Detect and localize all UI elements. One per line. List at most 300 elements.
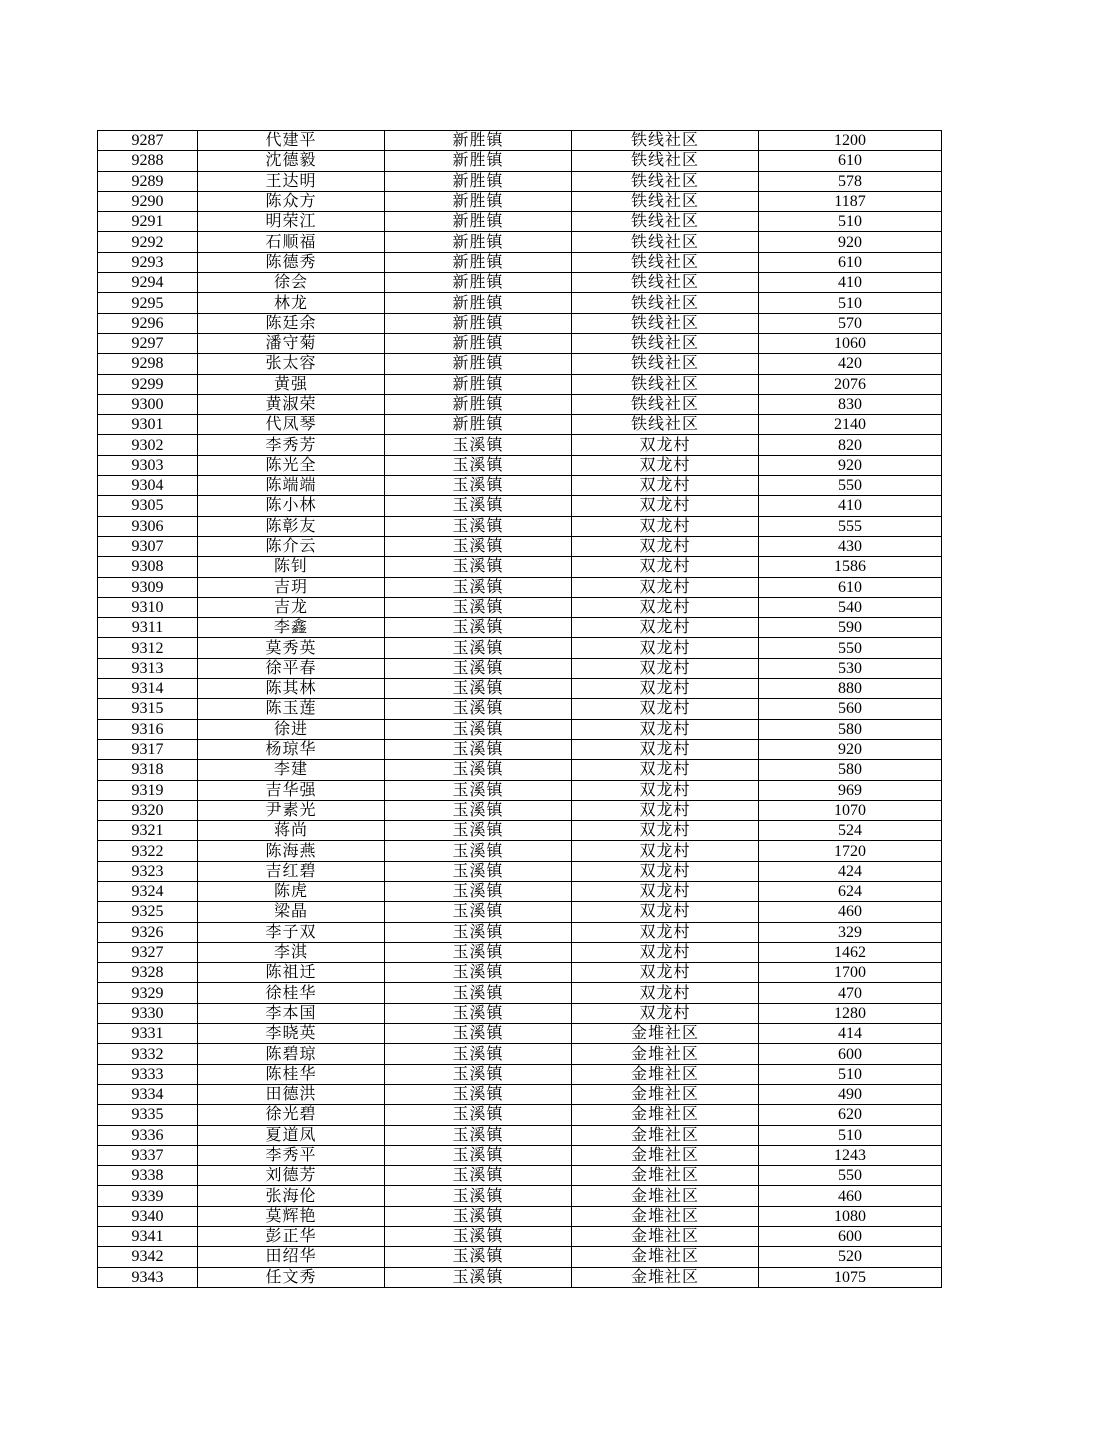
name-cell: 陈碧琼 bbox=[198, 1044, 385, 1064]
village-cell: 双龙村 bbox=[572, 476, 759, 496]
name-cell: 尹素光 bbox=[198, 800, 385, 820]
row-number-cell: 9335 bbox=[98, 1105, 198, 1125]
row-number-cell: 9296 bbox=[98, 313, 198, 333]
town-cell: 新胜镇 bbox=[385, 374, 572, 394]
village-cell: 铁线社区 bbox=[572, 374, 759, 394]
table-row bbox=[98, 699, 942, 719]
town-cell: 玉溪镇 bbox=[385, 597, 572, 617]
name-cell: 徐桂华 bbox=[198, 983, 385, 1003]
row-number-cell: 9309 bbox=[98, 577, 198, 597]
table-row bbox=[98, 1125, 942, 1145]
table-row bbox=[98, 516, 942, 536]
amount-cell: 490 bbox=[759, 1084, 942, 1104]
table-row bbox=[98, 476, 942, 496]
table-row bbox=[98, 1044, 942, 1064]
table-row bbox=[98, 252, 942, 272]
village-cell: 铁线社区 bbox=[572, 293, 759, 313]
row-number-cell: 9338 bbox=[98, 1166, 198, 1186]
table-row bbox=[98, 415, 942, 435]
amount-cell: 520 bbox=[759, 1247, 942, 1267]
name-cell: 明荣江 bbox=[198, 212, 385, 232]
row-number-cell: 9299 bbox=[98, 374, 198, 394]
village-cell: 双龙村 bbox=[572, 618, 759, 638]
amount-cell: 578 bbox=[759, 171, 942, 191]
town-cell: 玉溪镇 bbox=[385, 1024, 572, 1044]
table-row bbox=[98, 313, 942, 333]
town-cell: 玉溪镇 bbox=[385, 1125, 572, 1145]
village-cell: 铁线社区 bbox=[572, 394, 759, 414]
amount-cell: 570 bbox=[759, 313, 942, 333]
amount-cell: 510 bbox=[759, 212, 942, 232]
town-cell: 玉溪镇 bbox=[385, 679, 572, 699]
town-cell: 玉溪镇 bbox=[385, 638, 572, 658]
town-cell: 玉溪镇 bbox=[385, 1206, 572, 1226]
town-cell: 玉溪镇 bbox=[385, 1247, 572, 1267]
row-number-cell: 9331 bbox=[98, 1024, 198, 1044]
town-cell: 玉溪镇 bbox=[385, 760, 572, 780]
village-cell: 双龙村 bbox=[572, 577, 759, 597]
amount-cell: 920 bbox=[759, 455, 942, 475]
table-row bbox=[98, 273, 942, 293]
name-cell: 田德洪 bbox=[198, 1084, 385, 1104]
name-cell: 陈祖迁 bbox=[198, 963, 385, 983]
amount-cell: 590 bbox=[759, 618, 942, 638]
town-cell: 新胜镇 bbox=[385, 293, 572, 313]
row-number-cell: 9305 bbox=[98, 496, 198, 516]
name-cell: 陈虎 bbox=[198, 881, 385, 901]
row-number-cell: 9310 bbox=[98, 597, 198, 617]
village-cell: 双龙村 bbox=[572, 536, 759, 556]
town-cell: 玉溪镇 bbox=[385, 800, 572, 820]
table-row bbox=[98, 902, 942, 922]
village-cell: 双龙村 bbox=[572, 496, 759, 516]
village-cell: 双龙村 bbox=[572, 1003, 759, 1023]
name-cell: 石顺福 bbox=[198, 232, 385, 252]
row-number-cell: 9316 bbox=[98, 719, 198, 739]
village-cell: 金堆社区 bbox=[572, 1227, 759, 1247]
amount-cell: 470 bbox=[759, 983, 942, 1003]
table-row bbox=[98, 679, 942, 699]
row-number-cell: 9289 bbox=[98, 171, 198, 191]
amount-cell: 540 bbox=[759, 597, 942, 617]
amount-cell: 1075 bbox=[759, 1267, 942, 1287]
row-number-cell: 9328 bbox=[98, 963, 198, 983]
town-cell: 玉溪镇 bbox=[385, 1166, 572, 1186]
table-row bbox=[98, 1166, 942, 1186]
amount-cell: 329 bbox=[759, 922, 942, 942]
name-cell: 陈彰友 bbox=[198, 516, 385, 536]
table-row bbox=[98, 577, 942, 597]
amount-cell: 1462 bbox=[759, 942, 942, 962]
amount-cell: 610 bbox=[759, 252, 942, 272]
table-row bbox=[98, 1105, 942, 1125]
village-cell: 金堆社区 bbox=[572, 1125, 759, 1145]
town-cell: 玉溪镇 bbox=[385, 536, 572, 556]
row-number-cell: 9313 bbox=[98, 658, 198, 678]
village-cell: 铁线社区 bbox=[572, 171, 759, 191]
table-row bbox=[98, 658, 942, 678]
town-cell: 新胜镇 bbox=[385, 313, 572, 333]
row-number-cell: 9301 bbox=[98, 415, 198, 435]
town-cell: 玉溪镇 bbox=[385, 1003, 572, 1023]
amount-cell: 1187 bbox=[759, 191, 942, 211]
amount-cell: 555 bbox=[759, 516, 942, 536]
row-number-cell: 9300 bbox=[98, 394, 198, 414]
name-cell: 潘守菊 bbox=[198, 333, 385, 353]
village-cell: 双龙村 bbox=[572, 902, 759, 922]
name-cell: 李晓英 bbox=[198, 1024, 385, 1044]
village-cell: 金堆社区 bbox=[572, 1267, 759, 1287]
amount-cell: 420 bbox=[759, 354, 942, 374]
name-cell: 徐平春 bbox=[198, 658, 385, 678]
amount-cell: 530 bbox=[759, 658, 942, 678]
town-cell: 玉溪镇 bbox=[385, 739, 572, 759]
amount-cell: 1243 bbox=[759, 1145, 942, 1165]
amount-cell: 1080 bbox=[759, 1206, 942, 1226]
name-cell: 李子双 bbox=[198, 922, 385, 942]
amount-cell: 410 bbox=[759, 273, 942, 293]
name-cell: 徐进 bbox=[198, 719, 385, 739]
row-number-cell: 9329 bbox=[98, 983, 198, 1003]
table-row bbox=[98, 780, 942, 800]
village-cell: 双龙村 bbox=[572, 780, 759, 800]
table-row bbox=[98, 293, 942, 313]
village-cell: 双龙村 bbox=[572, 658, 759, 678]
village-cell: 铁线社区 bbox=[572, 313, 759, 333]
row-number-cell: 9319 bbox=[98, 780, 198, 800]
row-number-cell: 9312 bbox=[98, 638, 198, 658]
table-row bbox=[98, 800, 942, 820]
amount-cell: 624 bbox=[759, 881, 942, 901]
village-cell: 双龙村 bbox=[572, 760, 759, 780]
table-row bbox=[98, 597, 942, 617]
row-number-cell: 9288 bbox=[98, 151, 198, 171]
table-row bbox=[98, 1227, 942, 1247]
table-row bbox=[98, 1186, 942, 1206]
town-cell: 玉溪镇 bbox=[385, 496, 572, 516]
name-cell: 梁晶 bbox=[198, 902, 385, 922]
amount-cell: 1200 bbox=[759, 131, 942, 151]
town-cell: 玉溪镇 bbox=[385, 1145, 572, 1165]
row-number-cell: 9323 bbox=[98, 861, 198, 881]
amount-cell: 610 bbox=[759, 577, 942, 597]
village-cell: 双龙村 bbox=[572, 699, 759, 719]
row-number-cell: 9314 bbox=[98, 679, 198, 699]
village-cell: 金堆社区 bbox=[572, 1206, 759, 1226]
table-body bbox=[98, 131, 942, 1288]
name-cell: 徐光碧 bbox=[198, 1105, 385, 1125]
table-row bbox=[98, 760, 942, 780]
row-number-cell: 9322 bbox=[98, 841, 198, 861]
table-row bbox=[98, 435, 942, 455]
town-cell: 新胜镇 bbox=[385, 415, 572, 435]
table-row bbox=[98, 374, 942, 394]
name-cell: 陈端端 bbox=[198, 476, 385, 496]
row-number-cell: 9315 bbox=[98, 699, 198, 719]
amount-cell: 920 bbox=[759, 739, 942, 759]
table-row bbox=[98, 536, 942, 556]
name-cell: 陈钊 bbox=[198, 557, 385, 577]
village-cell: 铁线社区 bbox=[572, 415, 759, 435]
amount-cell: 969 bbox=[759, 780, 942, 800]
table-row bbox=[98, 922, 942, 942]
name-cell: 陈光全 bbox=[198, 455, 385, 475]
name-cell: 陈德秀 bbox=[198, 252, 385, 272]
name-cell: 陈介云 bbox=[198, 536, 385, 556]
table-row bbox=[98, 171, 942, 191]
amount-cell: 1700 bbox=[759, 963, 942, 983]
table-row bbox=[98, 1206, 942, 1226]
row-number-cell: 9340 bbox=[98, 1206, 198, 1226]
amount-cell: 560 bbox=[759, 699, 942, 719]
table-row bbox=[98, 861, 942, 881]
row-number-cell: 9320 bbox=[98, 800, 198, 820]
name-cell: 夏道凤 bbox=[198, 1125, 385, 1145]
table-row bbox=[98, 232, 942, 252]
name-cell: 王达明 bbox=[198, 171, 385, 191]
village-cell: 双龙村 bbox=[572, 557, 759, 577]
name-cell: 陈玉莲 bbox=[198, 699, 385, 719]
amount-cell: 610 bbox=[759, 151, 942, 171]
town-cell: 新胜镇 bbox=[385, 232, 572, 252]
row-number-cell: 9324 bbox=[98, 881, 198, 901]
row-number-cell: 9343 bbox=[98, 1267, 198, 1287]
town-cell: 新胜镇 bbox=[385, 354, 572, 374]
table-row bbox=[98, 496, 942, 516]
name-cell: 陈其林 bbox=[198, 679, 385, 699]
amount-cell: 524 bbox=[759, 821, 942, 841]
name-cell: 陈海燕 bbox=[198, 841, 385, 861]
row-number-cell: 9295 bbox=[98, 293, 198, 313]
village-cell: 双龙村 bbox=[572, 922, 759, 942]
table-row bbox=[98, 333, 942, 353]
village-cell: 金堆社区 bbox=[572, 1145, 759, 1165]
village-cell: 金堆社区 bbox=[572, 1247, 759, 1267]
village-cell: 双龙村 bbox=[572, 942, 759, 962]
amount-cell: 510 bbox=[759, 1125, 942, 1145]
amount-cell: 550 bbox=[759, 476, 942, 496]
town-cell: 玉溪镇 bbox=[385, 881, 572, 901]
table-row bbox=[98, 1267, 942, 1287]
name-cell: 蒋尚 bbox=[198, 821, 385, 841]
village-cell: 双龙村 bbox=[572, 881, 759, 901]
table-row bbox=[98, 212, 942, 232]
town-cell: 玉溪镇 bbox=[385, 861, 572, 881]
table-row bbox=[98, 1145, 942, 1165]
town-cell: 玉溪镇 bbox=[385, 1267, 572, 1287]
town-cell: 玉溪镇 bbox=[385, 780, 572, 800]
row-number-cell: 9303 bbox=[98, 455, 198, 475]
name-cell: 代建平 bbox=[198, 131, 385, 151]
amount-cell: 920 bbox=[759, 232, 942, 252]
amount-cell: 2140 bbox=[759, 415, 942, 435]
village-cell: 铁线社区 bbox=[572, 333, 759, 353]
table-row bbox=[98, 821, 942, 841]
name-cell: 陈廷余 bbox=[198, 313, 385, 333]
village-cell: 双龙村 bbox=[572, 963, 759, 983]
name-cell: 张太容 bbox=[198, 354, 385, 374]
town-cell: 新胜镇 bbox=[385, 151, 572, 171]
amount-cell: 460 bbox=[759, 1186, 942, 1206]
row-number-cell: 9341 bbox=[98, 1227, 198, 1247]
amount-cell: 820 bbox=[759, 435, 942, 455]
table-row bbox=[98, 354, 942, 374]
table-row bbox=[98, 394, 942, 414]
name-cell: 吉玥 bbox=[198, 577, 385, 597]
town-cell: 玉溪镇 bbox=[385, 1186, 572, 1206]
village-cell: 铁线社区 bbox=[572, 151, 759, 171]
row-number-cell: 9302 bbox=[98, 435, 198, 455]
table-row bbox=[98, 881, 942, 901]
row-number-cell: 9330 bbox=[98, 1003, 198, 1023]
row-number-cell: 9334 bbox=[98, 1084, 198, 1104]
town-cell: 玉溪镇 bbox=[385, 1105, 572, 1125]
name-cell: 李本国 bbox=[198, 1003, 385, 1023]
town-cell: 玉溪镇 bbox=[385, 922, 572, 942]
town-cell: 玉溪镇 bbox=[385, 983, 572, 1003]
table-row bbox=[98, 739, 942, 759]
town-cell: 新胜镇 bbox=[385, 394, 572, 414]
village-cell: 双龙村 bbox=[572, 435, 759, 455]
village-cell: 铁线社区 bbox=[572, 131, 759, 151]
name-cell: 黄强 bbox=[198, 374, 385, 394]
row-number-cell: 9327 bbox=[98, 942, 198, 962]
village-cell: 双龙村 bbox=[572, 983, 759, 1003]
table-row bbox=[98, 1003, 942, 1023]
amount-cell: 424 bbox=[759, 861, 942, 881]
village-cell: 金堆社区 bbox=[572, 1024, 759, 1044]
table-row bbox=[98, 1064, 942, 1084]
amount-cell: 1720 bbox=[759, 841, 942, 861]
amount-cell: 830 bbox=[759, 394, 942, 414]
town-cell: 玉溪镇 bbox=[385, 557, 572, 577]
town-cell: 新胜镇 bbox=[385, 131, 572, 151]
table-row bbox=[98, 1247, 942, 1267]
town-cell: 新胜镇 bbox=[385, 191, 572, 211]
name-cell: 李建 bbox=[198, 760, 385, 780]
row-number-cell: 9308 bbox=[98, 557, 198, 577]
village-cell: 双龙村 bbox=[572, 638, 759, 658]
amount-cell: 600 bbox=[759, 1227, 942, 1247]
village-cell: 铁线社区 bbox=[572, 212, 759, 232]
amount-cell: 620 bbox=[759, 1105, 942, 1125]
name-cell: 李淇 bbox=[198, 942, 385, 962]
table-row bbox=[98, 638, 942, 658]
amount-cell: 510 bbox=[759, 1064, 942, 1084]
amount-cell: 414 bbox=[759, 1024, 942, 1044]
table-row bbox=[98, 963, 942, 983]
table-row bbox=[98, 983, 942, 1003]
name-cell: 林龙 bbox=[198, 293, 385, 313]
name-cell: 陈小林 bbox=[198, 496, 385, 516]
table-row bbox=[98, 455, 942, 475]
town-cell: 新胜镇 bbox=[385, 273, 572, 293]
row-number-cell: 9297 bbox=[98, 333, 198, 353]
row-number-cell: 9326 bbox=[98, 922, 198, 942]
village-cell: 双龙村 bbox=[572, 800, 759, 820]
row-number-cell: 9293 bbox=[98, 252, 198, 272]
row-number-cell: 9287 bbox=[98, 131, 198, 151]
town-cell: 玉溪镇 bbox=[385, 841, 572, 861]
village-cell: 金堆社区 bbox=[572, 1044, 759, 1064]
row-number-cell: 9306 bbox=[98, 516, 198, 536]
village-cell: 双龙村 bbox=[572, 679, 759, 699]
town-cell: 新胜镇 bbox=[385, 171, 572, 191]
name-cell: 杨琼华 bbox=[198, 739, 385, 759]
village-cell: 金堆社区 bbox=[572, 1084, 759, 1104]
village-cell: 金堆社区 bbox=[572, 1105, 759, 1125]
row-number-cell: 9321 bbox=[98, 821, 198, 841]
village-cell: 双龙村 bbox=[572, 739, 759, 759]
name-cell: 黄淑荣 bbox=[198, 394, 385, 414]
table-row bbox=[98, 942, 942, 962]
row-number-cell: 9317 bbox=[98, 739, 198, 759]
name-cell: 徐会 bbox=[198, 273, 385, 293]
row-number-cell: 9291 bbox=[98, 212, 198, 232]
amount-cell: 580 bbox=[759, 719, 942, 739]
town-cell: 玉溪镇 bbox=[385, 1227, 572, 1247]
amount-cell: 1280 bbox=[759, 1003, 942, 1023]
row-number-cell: 9337 bbox=[98, 1145, 198, 1165]
town-cell: 玉溪镇 bbox=[385, 455, 572, 475]
town-cell: 玉溪镇 bbox=[385, 476, 572, 496]
village-cell: 双龙村 bbox=[572, 719, 759, 739]
amount-cell: 550 bbox=[759, 1166, 942, 1186]
name-cell: 李秀平 bbox=[198, 1145, 385, 1165]
table-row bbox=[98, 151, 942, 171]
town-cell: 新胜镇 bbox=[385, 252, 572, 272]
town-cell: 新胜镇 bbox=[385, 212, 572, 232]
row-number-cell: 9307 bbox=[98, 536, 198, 556]
amount-cell: 430 bbox=[759, 536, 942, 556]
town-cell: 玉溪镇 bbox=[385, 577, 572, 597]
row-number-cell: 9298 bbox=[98, 354, 198, 374]
amount-cell: 2076 bbox=[759, 374, 942, 394]
row-number-cell: 9294 bbox=[98, 273, 198, 293]
amount-cell: 1060 bbox=[759, 333, 942, 353]
table-row bbox=[98, 618, 942, 638]
table-row bbox=[98, 131, 942, 151]
village-cell: 双龙村 bbox=[572, 455, 759, 475]
name-cell: 吉龙 bbox=[198, 597, 385, 617]
town-cell: 玉溪镇 bbox=[385, 1084, 572, 1104]
name-cell: 吉红碧 bbox=[198, 861, 385, 881]
row-number-cell: 9304 bbox=[98, 476, 198, 496]
village-cell: 铁线社区 bbox=[572, 354, 759, 374]
data-table bbox=[97, 130, 942, 1288]
town-cell: 玉溪镇 bbox=[385, 821, 572, 841]
village-cell: 铁线社区 bbox=[572, 232, 759, 252]
name-cell: 田绍华 bbox=[198, 1247, 385, 1267]
town-cell: 玉溪镇 bbox=[385, 1044, 572, 1064]
town-cell: 玉溪镇 bbox=[385, 699, 572, 719]
name-cell: 陈桂华 bbox=[198, 1064, 385, 1084]
town-cell: 玉溪镇 bbox=[385, 902, 572, 922]
village-cell: 双龙村 bbox=[572, 841, 759, 861]
amount-cell: 1070 bbox=[759, 800, 942, 820]
amount-cell: 880 bbox=[759, 679, 942, 699]
table-row bbox=[98, 1084, 942, 1104]
row-number-cell: 9290 bbox=[98, 191, 198, 211]
row-number-cell: 9325 bbox=[98, 902, 198, 922]
row-number-cell: 9332 bbox=[98, 1044, 198, 1064]
row-number-cell: 9336 bbox=[98, 1125, 198, 1145]
town-cell: 玉溪镇 bbox=[385, 618, 572, 638]
row-number-cell: 9318 bbox=[98, 760, 198, 780]
table-row bbox=[98, 557, 942, 577]
village-cell: 双龙村 bbox=[572, 861, 759, 881]
amount-cell: 410 bbox=[759, 496, 942, 516]
